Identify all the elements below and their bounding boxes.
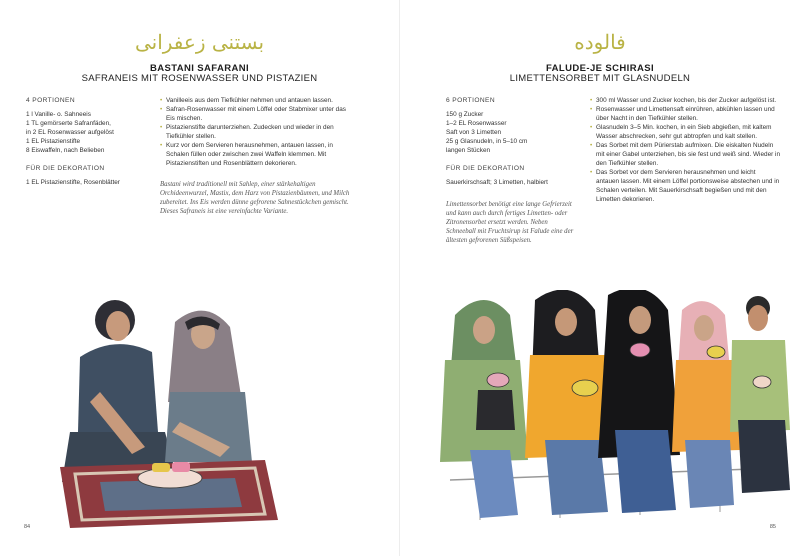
recipe-subtitle: SAFRANEIS MIT ROSENWASSER UND PISTAZIEN [81,73,318,84]
step: • Das Sorbet vor dem Servieren herausnehmen und leicht antauen lassen. Mit einem Löffel portionsweise abstechen und in Schalen verteilen. Mit Sauerkirschsaft begießen und mit den Limetten dekorieren. [590,168,780,204]
couple-illustration [60,282,300,534]
decoration-ingredients: Sauerkirschsaft; 3 Limetten, halbiert [446,179,548,186]
decoration-ingredients: 1 EL Pistazienstifte, Rosenblätter [26,179,120,186]
decoration-heading: FÜR DIE DEKORATION [446,165,525,172]
recipe-title: BASTANI SAFARANI [149,63,250,74]
steps-list [160,96,356,168]
ingredient: 1–2 EL Rosenwasser [446,120,507,127]
ingredient: 25 g Glasnudeln, in 5–10 cm [446,138,528,145]
decoration-heading: FÜR DIE DEKORATION [26,165,105,172]
steps-column [160,96,356,216]
ingredient: 150 g Zucker [446,111,484,118]
persian-title: بستنی زعفرانی [134,30,265,54]
recipe-title: FALUDE-JE SCHIRASI [545,63,655,74]
step: • 300 ml Wasser und Zucker kochen, bis der Zucker aufgelöst ist. [590,96,780,105]
group-illustration [440,290,790,528]
steps-list [590,96,780,204]
ingredients-column [446,96,581,245]
recipe-note: Limettensorbet benötigt eine lange Gefrierzeit und kann auch durch fertiges Limetten- oder Zitronensorbet ersetzt werden. Neben Schneeball mit Fruchtsirup ist Falude eine der ältesten gefrorenen Süßspeisen. [446,201,574,244]
portions: 4 PORTIONEN [26,97,75,104]
step: • Vanilleeis aus dem Tiefkühler nehmen und antauen lassen. [160,96,356,105]
ingredient: in 2 EL Rosenwasser aufgelöst [26,129,114,136]
page-number: 85 [769,524,776,530]
ingredients-column [26,96,151,187]
right-page [400,0,800,556]
ingredient: 1 l Vanille- o. Sahneeis [26,111,91,118]
ingredient: 1 EL Pistazienstifte [26,138,81,145]
step: • Kurz vor dem Servieren herausnehmen, antauen lassen, in Schalen füllen oder zwischen zwei Waffeln klemmen. Mit Pistazienstiften und Rosenblättern dekorieren. [160,141,356,168]
step: • Glasnudeln 3–5 Min. kochen, in ein Sieb abgießen, mit kaltem Wasser abschrecken, sehr gut abtropfen und kalt stellen. [590,123,780,141]
recipe-subtitle: LIMETTENSORBET MIT GLASNUDELN [509,73,691,84]
ingredient: 1 TL gemörserte Safranfäden, [26,120,111,127]
ingredient: langen Stücken [446,147,491,154]
recipe-note: Bastani wird traditionell mit Sahlep, einer stärkehaltigen Orchideenwurzel, Mastix, dem Harz von Pistazienbäumen, und Milch zubereitet. Ins Eis werden dünne gefrorene Sahnestückchen gemischt. Dieses Safraneis ist eine vereinfachte Variante. [160,181,350,215]
portions: 6 PORTIONEN [446,97,495,104]
page-number: 84 [24,524,31,530]
step: • Rosenwasser und Limettensaft einrühren, abkühlen lassen und über Nacht in den Tiefkühler stellen. [590,105,780,123]
ingredient: Saft von 3 Limetten [446,129,502,136]
ingredient: 8 Eiswaffeln, nach Belieben [26,147,105,154]
step: • Pistazienstifte darunterziehen. Zudecken und wieder in den Tiefkühler stellen. [160,123,356,141]
steps-column [590,96,780,204]
step: • Das Sorbet mit dem Pürierstab aufmixen. Die eiskalten Nudeln mit einer Gabel unterziehen, bis sie fest und weiß sind. Wieder in den Tiefkühler stellen. [590,141,780,168]
step: • Safran-Rosenwasser mit einem Löffel oder Stabmixer unter das Eis mischen. [160,105,356,123]
persian-title: فالوده [574,30,626,54]
